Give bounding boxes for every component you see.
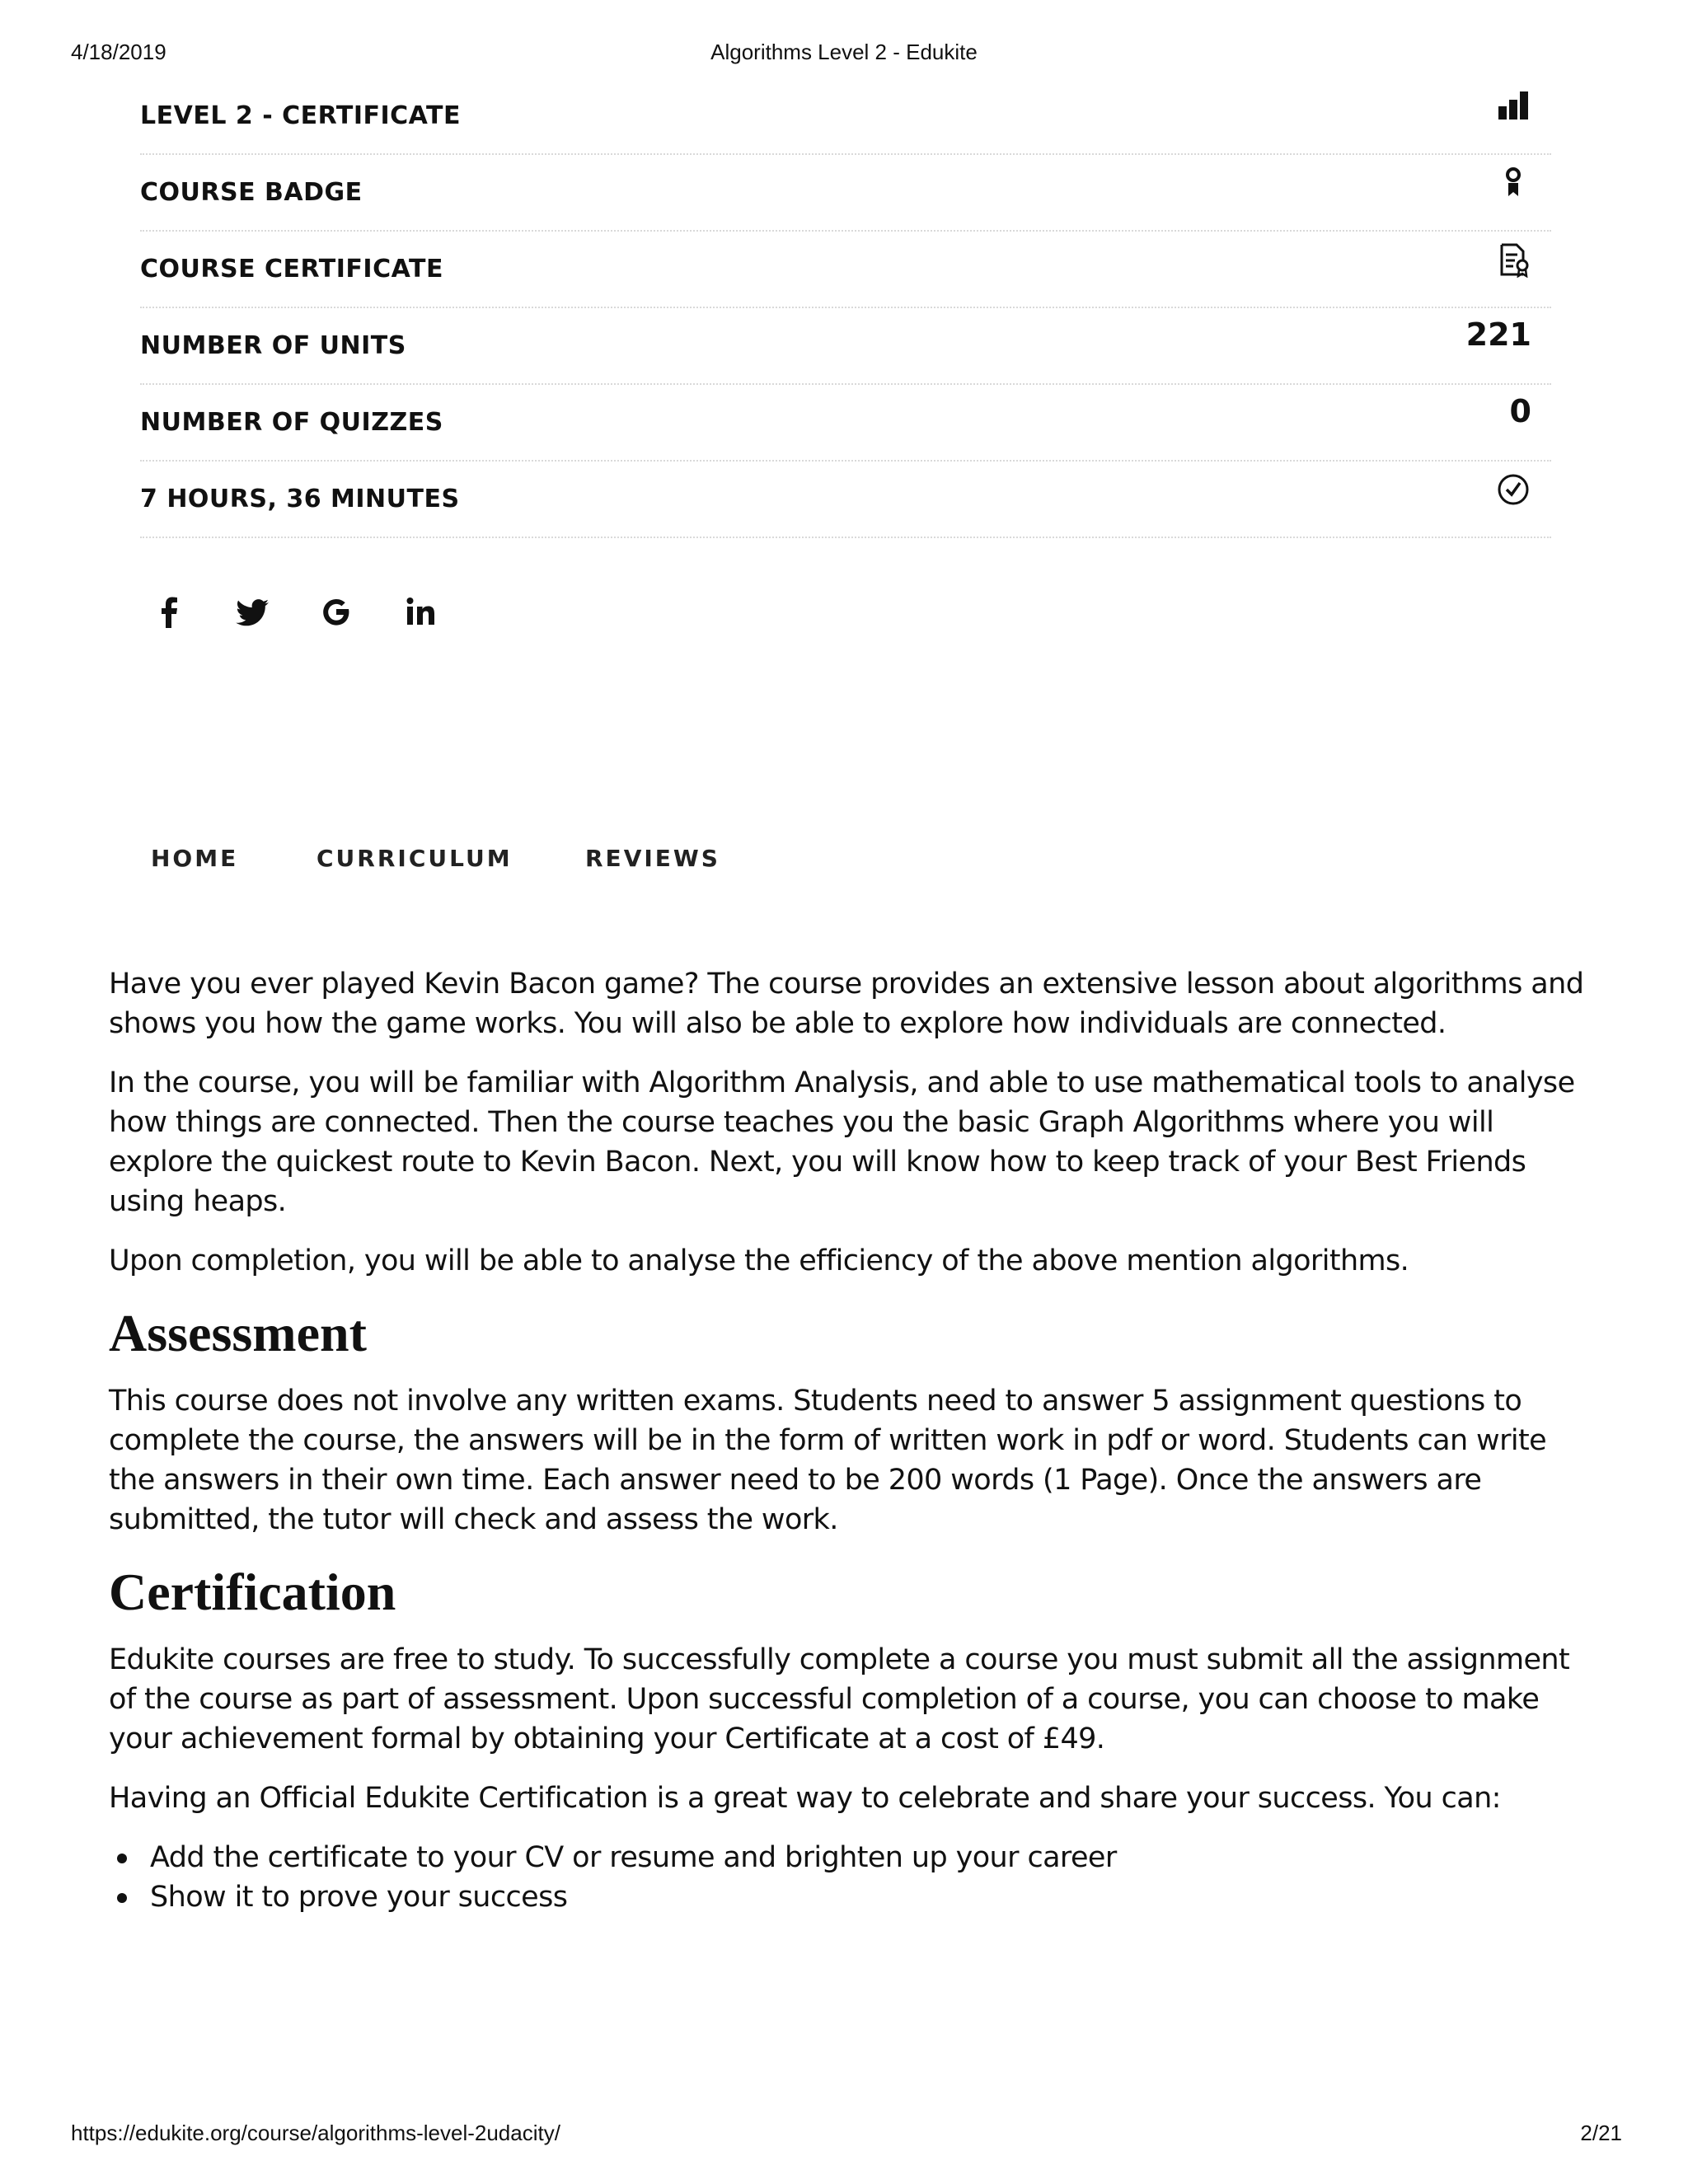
print-url: https://edukite.org/course/algorithms-level-2udacity/ (71, 2121, 560, 2145)
print-footer (0, 2121, 1688, 2149)
info-label: NUMBER OF UNITS (140, 331, 406, 360)
list-item: Add the certificate to your CV or resume and brighten up your career (109, 1838, 1584, 1877)
intro-paragraph: In the course, you will be familiar with Algorithm Analysis, and able to use mathematical tools to analyse how things are connected. Then the course teaches you the basic Graph Algorithms where you will explore the quickest route to Kevin Bacon. Next, you will know how to keep track of your Best Friends using heaps. (109, 1066, 1575, 1218)
assessment-paragraph: This course does not involve any written exams. Students need to answer 5 assignment questions to complete the course, the answers will be in the form of written work in pdf or word. Students can write the answers in their own time. Each answer need to be 200 words (1 Page). Once the answers are submitted, the tutor will check and assess the work. (109, 1385, 1547, 1536)
certification-paragraph: Having an Official Edukite Certification is a great way to celebrate and share your success. You can: (109, 1782, 1501, 1815)
tab-curriculum[interactable]: CURRICULUM (316, 845, 513, 872)
info-row-duration (140, 462, 1551, 538)
course-info-table (140, 78, 1551, 538)
info-row-quizzes (140, 385, 1551, 462)
list-item: Show it to prove your success (109, 1877, 1584, 1917)
linkedin-icon[interactable] (400, 592, 441, 633)
intro-paragraph: Have you ever played Kevin Bacon game? The course provides an extensive lesson about algorithms and shows you how the game works. You will also be able to explore how individuals are connected. (109, 968, 1584, 1040)
info-row-certificate (140, 232, 1551, 308)
page-number: 2/21 (1580, 2121, 1622, 2145)
tab-reviews[interactable]: REVIEWS (585, 845, 720, 872)
certification-paragraph: Edukite courses are free to study. To successfully complete a course you must submit all the assignment of the course as part of assessment. Upon successful completion of a course, you can choose to make your achievement formal by obtaining your Certificate at a cost of £49. (109, 1643, 1570, 1755)
certification-benefits-list (109, 1838, 1584, 1917)
info-label: NUMBER OF QUIZZES (140, 408, 443, 437)
badge-icon (1495, 165, 1531, 201)
twitter-icon[interactable] (232, 592, 274, 633)
print-date: 4/18/2019 (71, 40, 166, 64)
info-row-level (140, 78, 1551, 155)
info-label: 7 HOURS, 36 MINUTES (140, 485, 460, 513)
clock-check-icon (1495, 471, 1531, 508)
units-count: 221 (1465, 316, 1531, 353)
certificate-icon (1495, 241, 1531, 278)
info-label: COURSE CERTIFICATE (140, 255, 443, 284)
print-title: Algorithms Level 2 - Edukite (710, 40, 978, 64)
info-row-badge (140, 155, 1551, 232)
google-icon[interactable] (316, 592, 357, 633)
bar-chart-icon (1495, 88, 1531, 124)
print-header (0, 40, 1688, 68)
course-description (109, 964, 1584, 1917)
quizzes-count: 0 (1509, 393, 1531, 429)
assessment-heading: Assessment (109, 1304, 367, 1362)
info-label: COURSE BADGE (140, 178, 363, 207)
info-row-units (140, 308, 1551, 385)
intro-paragraph: Upon completion, you will be able to analyse the efficiency of the above mention algorithms. (109, 1244, 1409, 1277)
certification-heading: Certification (109, 1563, 396, 1621)
tab-home[interactable]: HOME (151, 845, 239, 872)
facebook-icon[interactable] (148, 592, 190, 633)
info-label: LEVEL 2 - CERTIFICATE (140, 101, 462, 130)
